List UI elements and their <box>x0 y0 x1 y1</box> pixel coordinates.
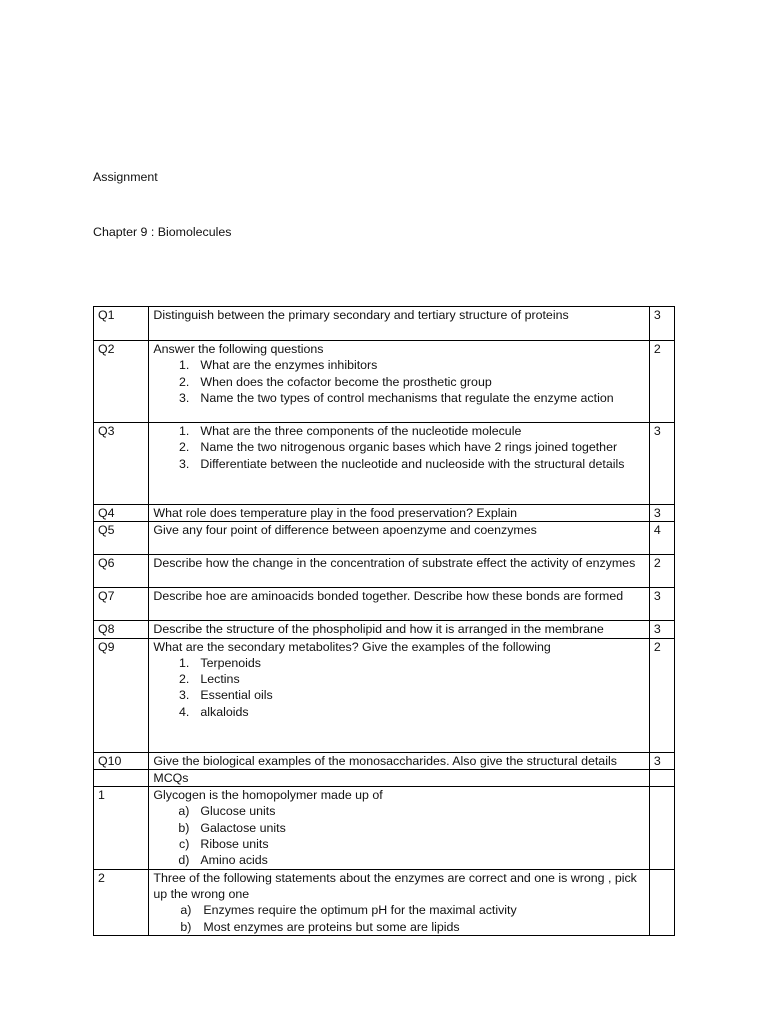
option-letter: b) <box>180 919 192 934</box>
list-number: 2. <box>179 672 190 687</box>
option-letter: a) <box>178 804 190 819</box>
list-number: 3. <box>179 390 190 405</box>
table-row <box>94 522 675 555</box>
empty-cell <box>649 787 674 869</box>
question-marks: 2 <box>649 555 674 588</box>
question-body <box>149 869 649 935</box>
question-marks: 3 <box>649 588 674 621</box>
list-number: 2. <box>179 440 190 455</box>
list-number: 3. <box>179 456 190 471</box>
list-item <box>153 852 644 868</box>
question-number: Q10 <box>94 752 149 769</box>
table-row <box>94 588 675 621</box>
empty-cell <box>649 869 674 935</box>
list-item <box>153 456 644 472</box>
option-letter: c) <box>179 837 190 852</box>
list-item-text: Differentiate between the nucleotide and nucleoside with the structural details <box>200 456 625 471</box>
question-number: Q2 <box>94 341 149 423</box>
question-text: Three of the following statements about the enzymes are correct and one is wrong , pick up the wrong one <box>153 870 637 901</box>
question-body <box>149 341 649 423</box>
list-item <box>153 357 644 373</box>
table-row <box>94 869 675 935</box>
list-item-text: Lectins <box>200 672 240 687</box>
list-item <box>153 836 644 852</box>
question-marks: 2 <box>649 341 674 423</box>
table-row <box>94 505 675 522</box>
empty-cell <box>649 769 674 786</box>
option-list <box>153 902 644 935</box>
question-number: Q6 <box>94 555 149 588</box>
list-item <box>153 671 644 687</box>
question-marks: 4 <box>649 522 674 555</box>
question-marks: 3 <box>649 505 674 522</box>
question-number: Q1 <box>94 307 149 341</box>
question-number: Q3 <box>94 423 149 505</box>
question-text: Describe hoe are aminoacids bonded together. Describe how these bonds are formed <box>149 588 649 621</box>
table-row <box>94 307 675 341</box>
list-item-text: Essential oils <box>200 688 273 703</box>
question-marks: 3 <box>649 423 674 505</box>
list-item <box>153 687 644 703</box>
list-item <box>153 655 644 671</box>
option-letter: b) <box>178 820 190 835</box>
option-text: Galactose units <box>200 820 286 835</box>
question-marks: 2 <box>649 638 674 752</box>
list-item <box>153 919 644 935</box>
list-item-text: What are the enzymes inhibitors <box>200 358 378 373</box>
list-item-text: Name the two types of control mechanisms that regulate the enzyme action <box>200 390 614 405</box>
option-text: Glucose units <box>200 804 276 819</box>
section-heading: MCQs <box>149 769 649 786</box>
table-row <box>94 423 675 505</box>
list-number: 3. <box>179 688 190 703</box>
question-body <box>149 787 649 869</box>
question-marks: 3 <box>649 621 674 638</box>
list-item-text: What are the three components of the nucleotide molecule <box>200 424 522 438</box>
question-table <box>93 306 675 936</box>
list-number: 1. <box>179 655 190 670</box>
list-item <box>153 390 644 406</box>
option-text: Amino acids <box>200 853 268 868</box>
list-item-text: Name the two nitrogenous organic bases which have 2 rings joined together <box>200 440 618 455</box>
question-number: Q9 <box>94 638 149 752</box>
list-number: 2. <box>179 374 190 389</box>
table-row <box>94 752 675 769</box>
table-row <box>94 638 675 752</box>
table-row <box>94 341 675 423</box>
question-body <box>149 638 649 752</box>
list-item <box>153 803 644 819</box>
list-item <box>153 902 644 918</box>
list-number: 1. <box>179 358 190 373</box>
question-number: Q5 <box>94 522 149 555</box>
sub-question-list <box>153 423 644 472</box>
question-number: Q8 <box>94 621 149 638</box>
list-item <box>153 439 644 455</box>
question-text: Answer the following questions <box>153 342 324 356</box>
question-text: Give the biological examples of the monosaccharides. Also give the structural details <box>149 752 649 769</box>
option-letter: a) <box>180 903 192 918</box>
list-item <box>153 374 644 390</box>
question-marks: 3 <box>649 752 674 769</box>
question-text: What are the secondary metabolites? Give the examples of the following <box>153 639 551 654</box>
sub-question-list <box>153 655 644 720</box>
option-letter: d) <box>178 853 190 868</box>
question-text: Describe the structure of the phospholipid and how it is arranged in the membrane <box>149 621 649 638</box>
question-text: Glycogen is the homopolymer made up of <box>153 788 383 803</box>
sub-question-list <box>153 357 644 406</box>
table-row <box>94 621 675 638</box>
list-number: 1. <box>179 424 190 438</box>
list-item-text: Terpenoids <box>200 655 261 670</box>
question-body <box>149 423 649 505</box>
chapter-heading: Chapter 9 : Biomolecules <box>93 225 232 239</box>
option-text: Ribose units <box>200 837 269 852</box>
question-marks: 3 <box>649 307 674 341</box>
question-text: What role does temperature play in the food preservation? Explain <box>149 505 649 522</box>
option-text: Most enzymes are proteins but some are lipids <box>203 919 460 934</box>
list-number: 4. <box>179 704 190 719</box>
table-row <box>94 787 675 869</box>
table-row <box>94 769 675 786</box>
list-item <box>153 820 644 836</box>
list-item-text: alkaloids <box>200 704 249 719</box>
empty-cell <box>94 769 149 786</box>
list-item <box>153 423 644 439</box>
list-item-text: When does the cofactor become the prosthetic group <box>200 374 492 389</box>
question-text: Give any four point of difference between apoenzyme and coenzymes <box>149 522 649 555</box>
question-number: 2 <box>94 869 149 935</box>
question-number: Q4 <box>94 505 149 522</box>
table-row <box>94 555 675 588</box>
question-text: Describe how the change in the concentration of substrate effect the activity of enzymes <box>149 555 649 588</box>
option-list <box>153 803 644 868</box>
list-item <box>153 704 644 720</box>
question-text: Distinguish between the primary secondary and tertiary structure of proteins <box>149 307 649 341</box>
assignment-title: Assignment <box>93 170 158 184</box>
option-text: Enzymes require the optimum pH for the maximal activity <box>203 903 517 918</box>
question-number: 1 <box>94 787 149 869</box>
question-number: Q7 <box>94 588 149 621</box>
